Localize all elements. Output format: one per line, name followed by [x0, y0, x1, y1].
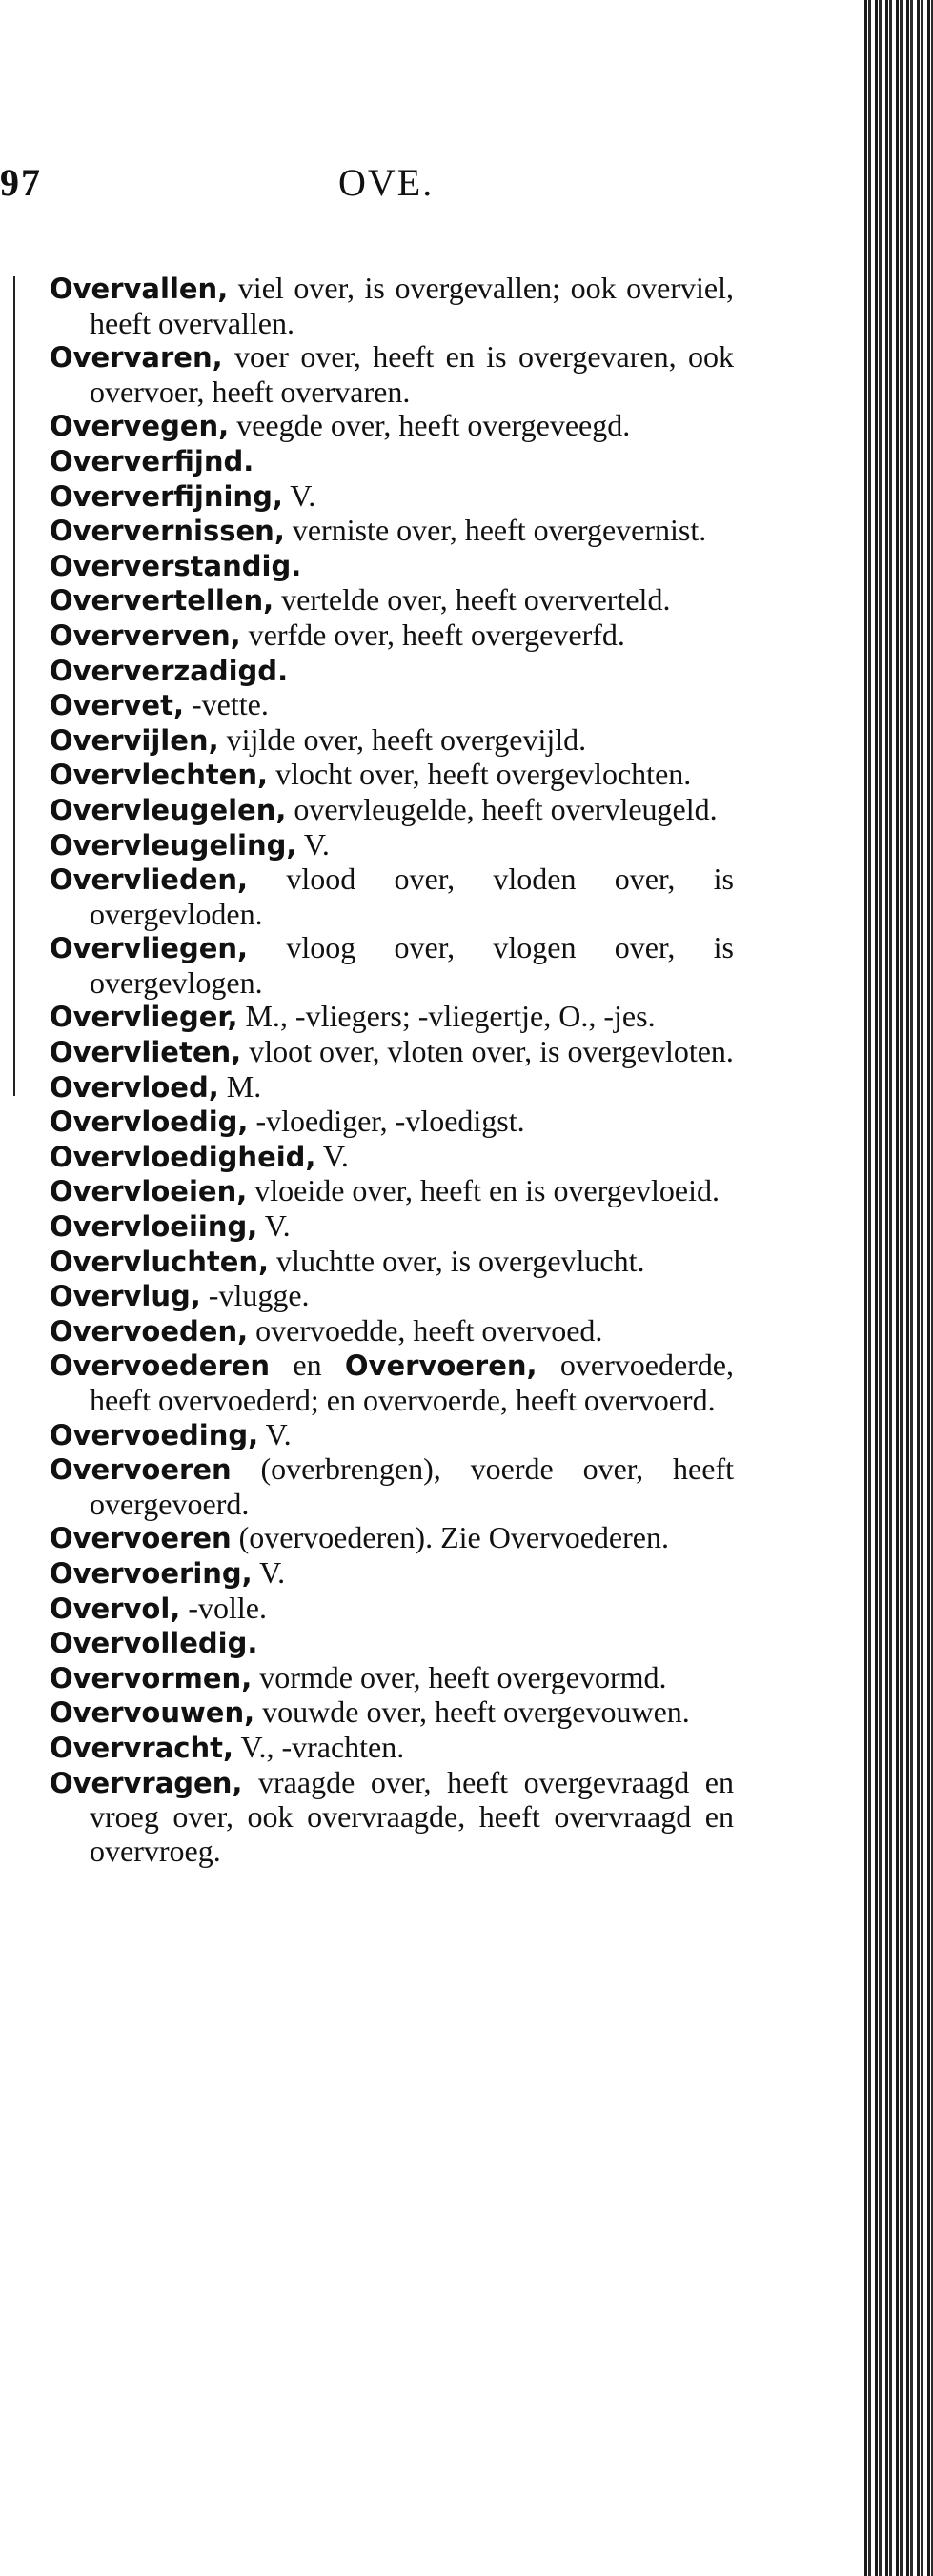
- dictionary-entry: [50, 1695, 734, 1731]
- entry-definition: V.: [258, 1416, 292, 1451]
- dictionary-entry: [50, 758, 734, 793]
- page-number: 97: [0, 161, 42, 204]
- dictionary-entry: [50, 1174, 734, 1209]
- entry-headword: Oververnissen,: [50, 515, 285, 548]
- entry-headword: Overvijlen,: [50, 723, 219, 757]
- entry-definition: viel over, is overgevallen; ook overviel, heeft overvallen.: [90, 271, 734, 340]
- entry-definition-secondary: overvoederde, heeft overvoederd; en overvoerde, heeft overvoerd.: [90, 1348, 734, 1417]
- entry-definition: vluchtte over, is overgevlucht.: [269, 1243, 645, 1278]
- dictionary-entry: [50, 1279, 734, 1314]
- entry-headword: Overvloedig,: [50, 1105, 249, 1139]
- entry-headword: Overvoeren: [50, 1453, 232, 1487]
- entry-definition: -vette.: [183, 687, 269, 722]
- entry-headword: Overvracht,: [50, 1731, 234, 1764]
- entry-definition: V., -vrachten.: [233, 1729, 405, 1764]
- dictionary-entry: [50, 444, 734, 479]
- entry-headword: Overvoeding,: [50, 1418, 259, 1451]
- entry-headword: Oververven,: [50, 619, 241, 652]
- entry-definition: -volle.: [180, 1590, 267, 1625]
- entry-definition: vouwde over, heeft overgevouwen.: [254, 1694, 690, 1730]
- dictionary-entry: [50, 1661, 734, 1696]
- dictionary-entry: [50, 931, 734, 1000]
- dictionary-entry: [50, 1105, 734, 1140]
- entry-headword: Oververfijning,: [50, 479, 283, 513]
- entry-headword-secondary: Overvoeren,: [344, 1349, 537, 1383]
- dictionary-entry: [50, 862, 734, 931]
- entry-headword: Overvolledig.: [50, 1627, 258, 1660]
- dictionary-entry: [50, 1592, 734, 1627]
- entry-headword: Overvoederen: [50, 1349, 271, 1383]
- entry-headword: Overvoering,: [50, 1556, 253, 1590]
- entry-headword: Overvlechten,: [50, 759, 269, 792]
- entry-definition: vraagde over, heeft overgevraagd en vroeg over, ook overvraagde, heeft overvraagd en overvroeg.: [90, 1764, 734, 1868]
- entry-headword: Overvleugeling,: [50, 828, 297, 862]
- entry-headword: Oververstandig.: [50, 549, 302, 582]
- dictionary-entry: [50, 723, 734, 759]
- dictionary-entry: [50, 340, 734, 409]
- dictionary-entry: [50, 1626, 734, 1661]
- dictionary-entry: [50, 1070, 734, 1105]
- binding-gutter: [862, 0, 933, 2576]
- entry-headword: Overvlieten,: [50, 1036, 242, 1069]
- entry-definition: overvleugelde, heeft overvleugeld.: [286, 791, 718, 826]
- entry-headword: Overvaren,: [50, 341, 223, 375]
- entry-definition: V.: [257, 1208, 291, 1244]
- dictionary-entry: [50, 793, 734, 828]
- entry-definition: (overbrengen), voerde over, heeft overgevoerd.: [90, 1451, 734, 1521]
- dictionary-entry: [50, 1452, 734, 1521]
- dictionary-entry: [50, 828, 734, 863]
- dictionary-entry: [50, 688, 734, 723]
- dictionary-entry: [50, 479, 734, 515]
- dictionary-entry: [50, 1731, 734, 1766]
- entry-headword: Overvlug,: [50, 1280, 201, 1313]
- entry-headword: Overvloed,: [50, 1070, 219, 1104]
- dictionary-entry: [50, 1314, 734, 1349]
- entry-definition: (overvoederen). Zie Overvoederen.: [231, 1520, 669, 1555]
- dictionary-entry: [50, 1766, 734, 1869]
- entry-definition: vloog over, vlogen over, is overgevlogen.: [90, 930, 734, 1000]
- entry-headword: Overvlieger,: [50, 1001, 238, 1034]
- entry-headword: Overvet,: [50, 689, 184, 722]
- entry-definition: vertelde over, heeft oververteld.: [274, 582, 671, 618]
- entry-headword: Overvallen,: [50, 273, 229, 305]
- entry-definition: overvoedde, heeft overvoed.: [248, 1312, 603, 1348]
- entry-definition: vloeide over, heeft en is overgevloeid.: [247, 1173, 720, 1208]
- dictionary-entries: [50, 272, 734, 1868]
- dictionary-entry: [50, 1556, 734, 1592]
- dictionary-entry: [50, 1349, 734, 1417]
- entry-headword: Overvormen,: [50, 1661, 253, 1694]
- entry-definition: vlocht over, heeft overgevlochten.: [268, 757, 692, 792]
- entry-definition: V.: [296, 826, 330, 862]
- entry-headword: Overvloeiing,: [50, 1210, 258, 1244]
- entry-headword: Overvragen,: [50, 1766, 243, 1799]
- entry-headword: Overvleugelen,: [50, 793, 287, 826]
- entry-headword: Oververfijnd.: [50, 444, 254, 477]
- entry-headword: Overvouwen,: [50, 1696, 255, 1730]
- dictionary-entry: [50, 1245, 734, 1280]
- entry-definition: voer over, heeft en is overgevaren, ook overvoer, heeft overvaren.: [90, 339, 734, 409]
- entry-definition: vlood over, vloden over, is overgevloden.: [90, 862, 734, 931]
- dictionary-entry: [50, 1521, 734, 1556]
- entry-definition: M., -vliegers; -vliegertje, O., -jes.: [237, 999, 656, 1034]
- entry-headword: Oververtellen,: [50, 584, 274, 618]
- dictionary-entry: [50, 583, 734, 619]
- entry-definition: vijlde over, heeft overgevijld.: [218, 721, 587, 757]
- entry-headword: Overvloedigheid,: [50, 1140, 316, 1173]
- dictionary-entry: [50, 409, 734, 444]
- entry-definition: verfde over, heeft overgeverfd.: [240, 617, 625, 652]
- dictionary-entry: [50, 1035, 734, 1070]
- dictionary-entry: [50, 514, 734, 549]
- entry-headword: Overvlieden,: [50, 863, 249, 897]
- dictionary-entry: [50, 654, 734, 689]
- entry-headword: Overvluchten,: [50, 1245, 270, 1278]
- dictionary-entry: [50, 1209, 734, 1245]
- entry-headword: Overvegen,: [50, 410, 230, 443]
- entry-definition: M.: [218, 1068, 262, 1104]
- entry-headword: Overvloeien,: [50, 1175, 248, 1208]
- entry-headword: Overvoeren: [50, 1522, 232, 1555]
- entry-headword: Overvol,: [50, 1592, 181, 1625]
- entry-definition: -vloediger, -vloedigst.: [248, 1104, 525, 1139]
- entry-definition: -vlugge.: [200, 1278, 310, 1313]
- entry-definition: V.: [252, 1554, 286, 1590]
- entry-definition: verniste over, heeft overgevernist.: [284, 513, 707, 548]
- margin-rule: [13, 276, 15, 1096]
- dictionary-entry: [50, 1418, 734, 1453]
- dictionary-entry: [50, 272, 734, 340]
- entry-definition: vormde over, heeft overgevormd.: [252, 1659, 667, 1694]
- running-head: OVE.: [338, 161, 435, 204]
- dictionary-entry: [50, 549, 734, 584]
- entry-definition: V.: [315, 1138, 349, 1173]
- entry-definition: V.: [282, 477, 316, 513]
- entry-definition: vloot over, vloten over, is overgevloten.: [241, 1034, 734, 1069]
- entry-definition: veegde over, heeft overgeveegd.: [229, 408, 631, 443]
- entry-headword: Overvoeden,: [50, 1314, 249, 1348]
- dictionary-entry: [50, 619, 734, 654]
- entry-headword: Overvliegen,: [50, 932, 249, 965]
- entry-definition: en: [270, 1348, 345, 1383]
- dictionary-entry: [50, 1140, 734, 1175]
- entry-headword: Oververzadigd.: [50, 654, 289, 687]
- dictionary-entry: [50, 1000, 734, 1035]
